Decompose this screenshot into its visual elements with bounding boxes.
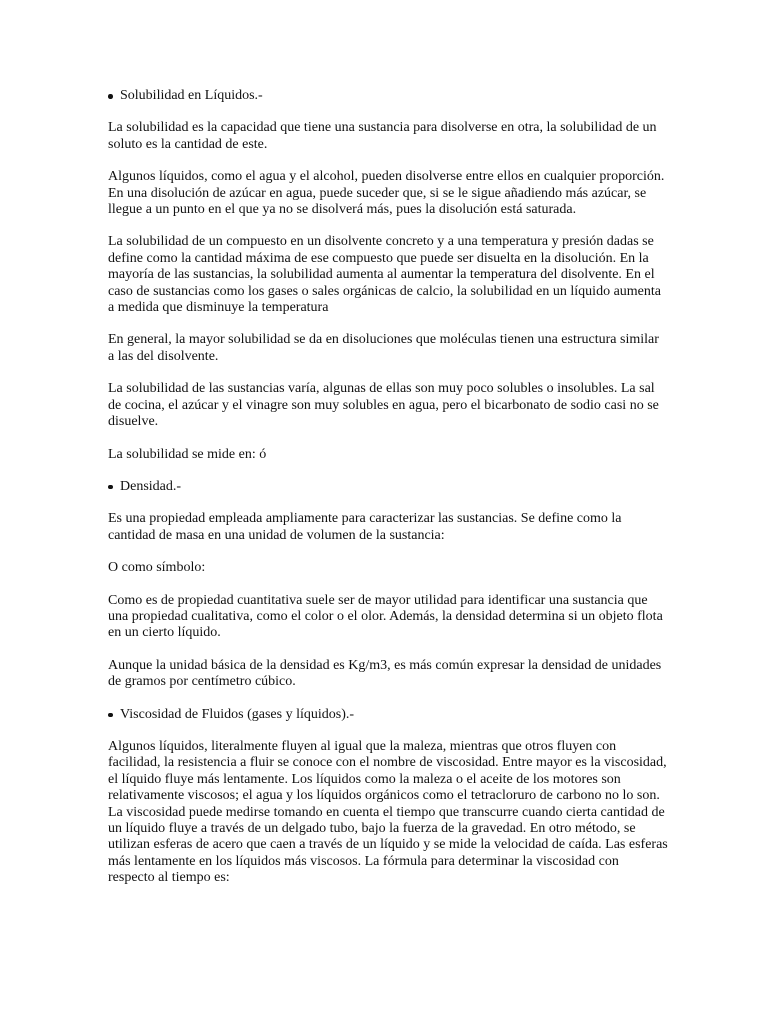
- paragraph: La solubilidad de las sustancias varía, algunas de ellas son muy poco solubles o insolubles. La sal de cocina, el azúcar y el vinagre son muy solubles en agua, pero el bicarbonato de sodio casi no se disuelve.: [108, 381, 659, 430]
- paragraph: La solubilidad de un compuesto en un disolvente concreto y a una temperatura y presión dadas se define como la cantidad máxima de ese compuesto que puede ser disuelta en la disolución. En la mayoría de las sustancias, la solubilidad aumenta al aumentar la temperatura del disolvente. En el caso de sustancias como los gases o sales orgánicas de calcio, la solubilidad en un líquido aumenta a medida que disminuye la temperatura: [108, 234, 661, 316]
- paragraph: Aunque la unidad básica de la densidad es Kg/m3, es más común expresar la densidad de unidades de gramos por centímetro cúbico.: [108, 657, 662, 690]
- bullet-text: Solubilidad en Líquidos.-: [120, 88, 263, 103]
- bullet-text: Densidad.-: [120, 478, 182, 494]
- bullet-heading-densidad: [108, 479, 668, 495]
- bullet-text: Viscosidad de Fluidos (gases y líquidos).-: [120, 706, 355, 722]
- bullet-dot-icon: [108, 485, 113, 490]
- paragraph: Es una propiedad empleada ampliamente para caracterizar las sustancias. Se define como la cantidad de masa en una unidad de volumen de la sustancia:: [108, 511, 622, 543]
- paragraph: Algunos líquidos, como el agua y el alcohol, pueden disolverse entre ellos en cualquier proporción. En una disolución de azúcar en agua, puede suceder que, si se le sigue añadiendo más azúcar, se llegue a un punto en el que ya no se disolverá más, pues la disolución está saturada.: [108, 169, 665, 218]
- paragraph: La solubilidad es la capacidad que tiene una sustancia para disolverse en otra, la solubilidad de un soluto es la cantidad de este.: [108, 120, 657, 152]
- paragraph: Algunos líquidos, literalmente fluyen al igual que la maleza, mientras que otros fluyen con facilidad, la resistencia a fluir se conoce con el nombre de viscosidad. Entre mayor es la viscosidad, el líquido fluye más lentamente. Los líquidos como la maleza o el aceite de los motores son relativamente viscosos; el agua y los líquidos orgánicos como el tetracloruro de carbono no lo son. La viscosidad puede medirse tomando en cuenta el tiempo que transcurre cuando cierta cantidad de un líquido fluye a través de un delgado tubo, bajo la fuerza de la gravedad. En otro método, se utilizan esferas de acero que caen a través de un líquido y se mide la velocidad de caída. Las esferas más lentamente en los líquidos más viscosos. La fórmula para determinar la viscosidad con respecto al tiempo es:: [108, 738, 668, 886]
- document-page: [108, 88, 668, 887]
- paragraph: En general, la mayor solubilidad se da en disoluciones que moléculas tienen una estructura similar a las del disolvente.: [108, 332, 659, 364]
- bullet-dot-icon: [108, 94, 113, 99]
- paragraph: Como es de propiedad cuantitativa suele ser de mayor utilidad para identificar una sustancia que una propiedad cualitativa, como el color o el olor. Además, la densidad determina si un objeto flota en un cierto líquido.: [108, 592, 663, 641]
- paragraph: La solubilidad se mide en: ó: [108, 446, 267, 462]
- paragraph: O como símbolo:: [108, 560, 206, 576]
- bullet-dot-icon: [108, 713, 113, 718]
- bullet-heading-solubilidad: [108, 88, 668, 104]
- bullet-heading-viscosidad: [108, 707, 668, 723]
